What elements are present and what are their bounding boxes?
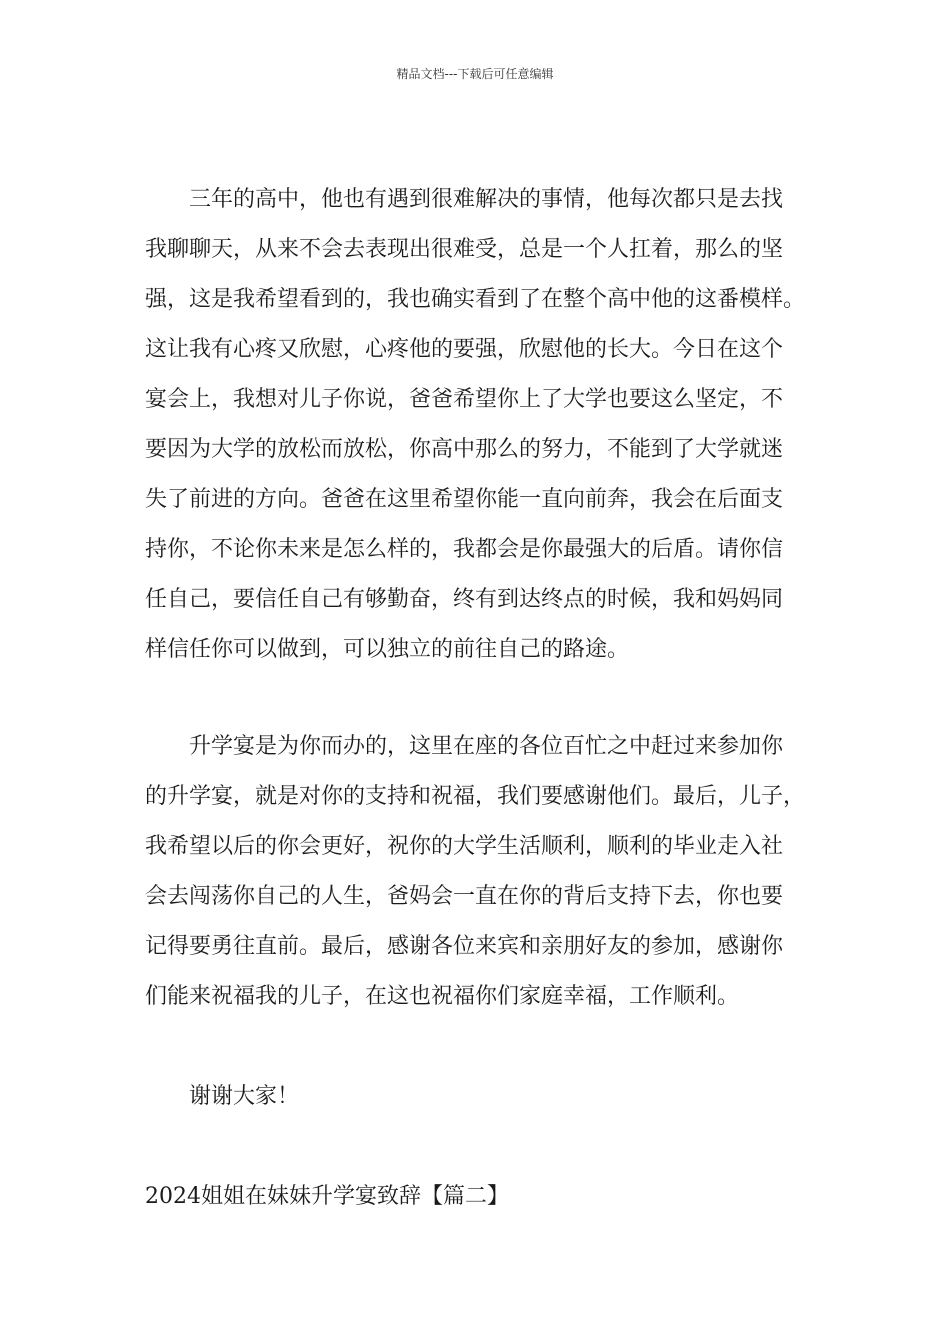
paragraph-line: 我聊聊天，从来不会去表现出很难受，总是一个人扛着，那么的坚	[145, 237, 784, 262]
section-heading-container	[145, 1172, 825, 1222]
paragraph-line: 升学宴是为你而办的，这里在座的各位百忙之中赶过来参加你	[189, 734, 784, 759]
paragraph-line: 持你，不论你未来是怎么样的，我都会是你最强大的后盾。请你信	[145, 537, 784, 562]
closing-thanks: 谢谢大家！	[189, 1084, 300, 1109]
section-heading: 2024姐姐在妹妹升学宴致辞【篇二】	[145, 1184, 509, 1209]
paragraph-line: 我希望以后的你会更好，祝你的大学生活顺利，顺利的毕业走入社	[145, 834, 784, 859]
paragraph-line: 宴会上，我想对儿子你说，爸爸希望你上了大学也要这么坚定，不	[145, 387, 784, 412]
paragraph-line: 失了前进的方向。爸爸在这里希望你能一直向前奔，我会在后面支	[145, 487, 784, 512]
paragraph-line: 记得要勇往直前。最后，感谢各位来宾和亲朋好友的参加，感谢你	[145, 934, 784, 959]
paragraph-line: 的升学宴，就是对你的支持和祝福，我们要感谢他们。最后，儿子，	[145, 784, 806, 809]
paragraph-line: 要因为大学的放松而放松，你高中那么的努力，不能到了大学就迷	[145, 437, 784, 462]
paragraph-line: 任自己，要信任自己有够勤奋，终有到达终点的时候，我和妈妈同	[145, 587, 784, 612]
paragraph-3	[145, 1072, 825, 1122]
paragraph-2	[145, 722, 825, 1022]
paragraph-line: 样信任你可以做到，可以独立的前往自己的路途。	[145, 637, 630, 662]
paragraph-line: 这让我有心疼又欣慰，心疼他的要强，欣慰他的长大。今日在这个	[145, 337, 784, 362]
paragraph-line: 三年的高中，他也有遇到很难解决的事情，他每次都只是去找	[189, 187, 784, 212]
paragraph-line: 会去闯荡你自己的人生，爸妈会一直在你的背后支持下去，你也要	[145, 884, 784, 909]
paragraph-line: 们能来祝福我的儿子，在这也祝福你们家庭幸福，工作顺利。	[145, 984, 740, 1009]
paragraph-line: 强，这是我希望看到的，我也确实看到了在整个高中他的这番模样。	[145, 287, 806, 312]
paragraph-1	[145, 175, 825, 675]
page-header: 精品文档---下载后可任意编辑	[396, 67, 554, 81]
